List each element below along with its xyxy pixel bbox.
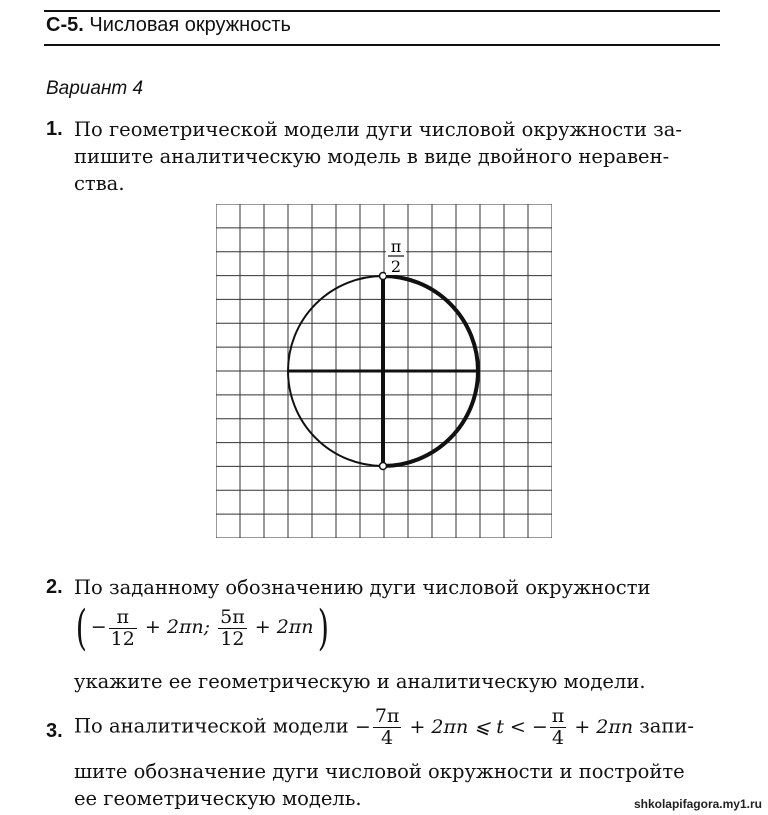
point-label-numerator: π: [390, 237, 402, 256]
fraction-7pi-4: [373, 706, 402, 749]
header-rule-bottom: [44, 44, 720, 46]
fraction-numerator: 7π: [374, 705, 400, 727]
inequality-end: + 2πn: [574, 715, 634, 738]
close-paren: ): [317, 600, 329, 656]
task-1-line-2: пишите аналитическую модель в виде двойного неравен-: [74, 145, 670, 168]
task-1-line-3: ства.: [74, 172, 125, 195]
header-rule-top: [44, 10, 720, 12]
open-paren: (: [75, 600, 87, 656]
point-label-denominator: 2: [390, 257, 402, 276]
task-3-line-2: шите обозначение дуги числовой окружности и постройте: [74, 760, 685, 783]
fraction-denominator: 12: [220, 627, 245, 650]
fraction-numerator: π: [109, 607, 137, 629]
arc-endpoint-bottom: [380, 463, 387, 470]
arc-endpoint-top: [380, 273, 387, 280]
fraction-pi-12: [109, 607, 137, 650]
section-code: С-5.: [46, 14, 84, 36]
task-2-line-1: По заданному обозначению дуги числовой окружности: [74, 576, 651, 599]
task-2-arc-notation: [72, 600, 332, 656]
task-2: [46, 574, 726, 694]
fraction-numerator: 5π: [220, 605, 245, 628]
unit-circle: [288, 273, 478, 470]
watermark: shkolapifagora.my1.ru: [633, 797, 762, 811]
fraction-denominator: 4: [551, 727, 565, 749]
task-3-line-3: ее геометрическую модель.: [74, 787, 362, 810]
inequality-middle: + 2πn ⩽ t < −: [409, 715, 548, 738]
variant-label: Вариант 4: [46, 78, 144, 99]
task-1-figure: [216, 204, 552, 542]
task-2-line-2: укажите ее геометрическую и аналитическую модели.: [74, 670, 646, 693]
task-1: [46, 116, 726, 196]
circle-arc-diagram: [216, 204, 552, 538]
minus-sign: −: [90, 616, 107, 638]
section-title: Числовая окружность: [89, 14, 291, 36]
section-header: [46, 14, 291, 37]
task-3-line-1: [74, 706, 694, 749]
task-3-number: 3.: [46, 720, 63, 742]
fraction-denominator: 4: [381, 727, 394, 749]
fraction-5pi-12: [218, 607, 247, 650]
task-3-prefix: По аналитической модели: [74, 714, 349, 738]
task-2-number: 2.: [46, 576, 63, 598]
minus-sign: −: [354, 715, 371, 738]
fraction-pi-4: [550, 706, 567, 749]
formula-end: + 2πn: [254, 616, 314, 638]
task-1-number: 1.: [46, 118, 63, 140]
task-1-line-1: По геометрической модели дуги числовой окружности за-: [74, 118, 682, 141]
fraction-denominator: 12: [110, 627, 135, 650]
task-3-suffix: запи-: [639, 714, 694, 738]
fraction-numerator: π: [551, 705, 565, 727]
formula-mid: + 2πn;: [144, 616, 211, 638]
task-3-inequality: [354, 705, 639, 749]
